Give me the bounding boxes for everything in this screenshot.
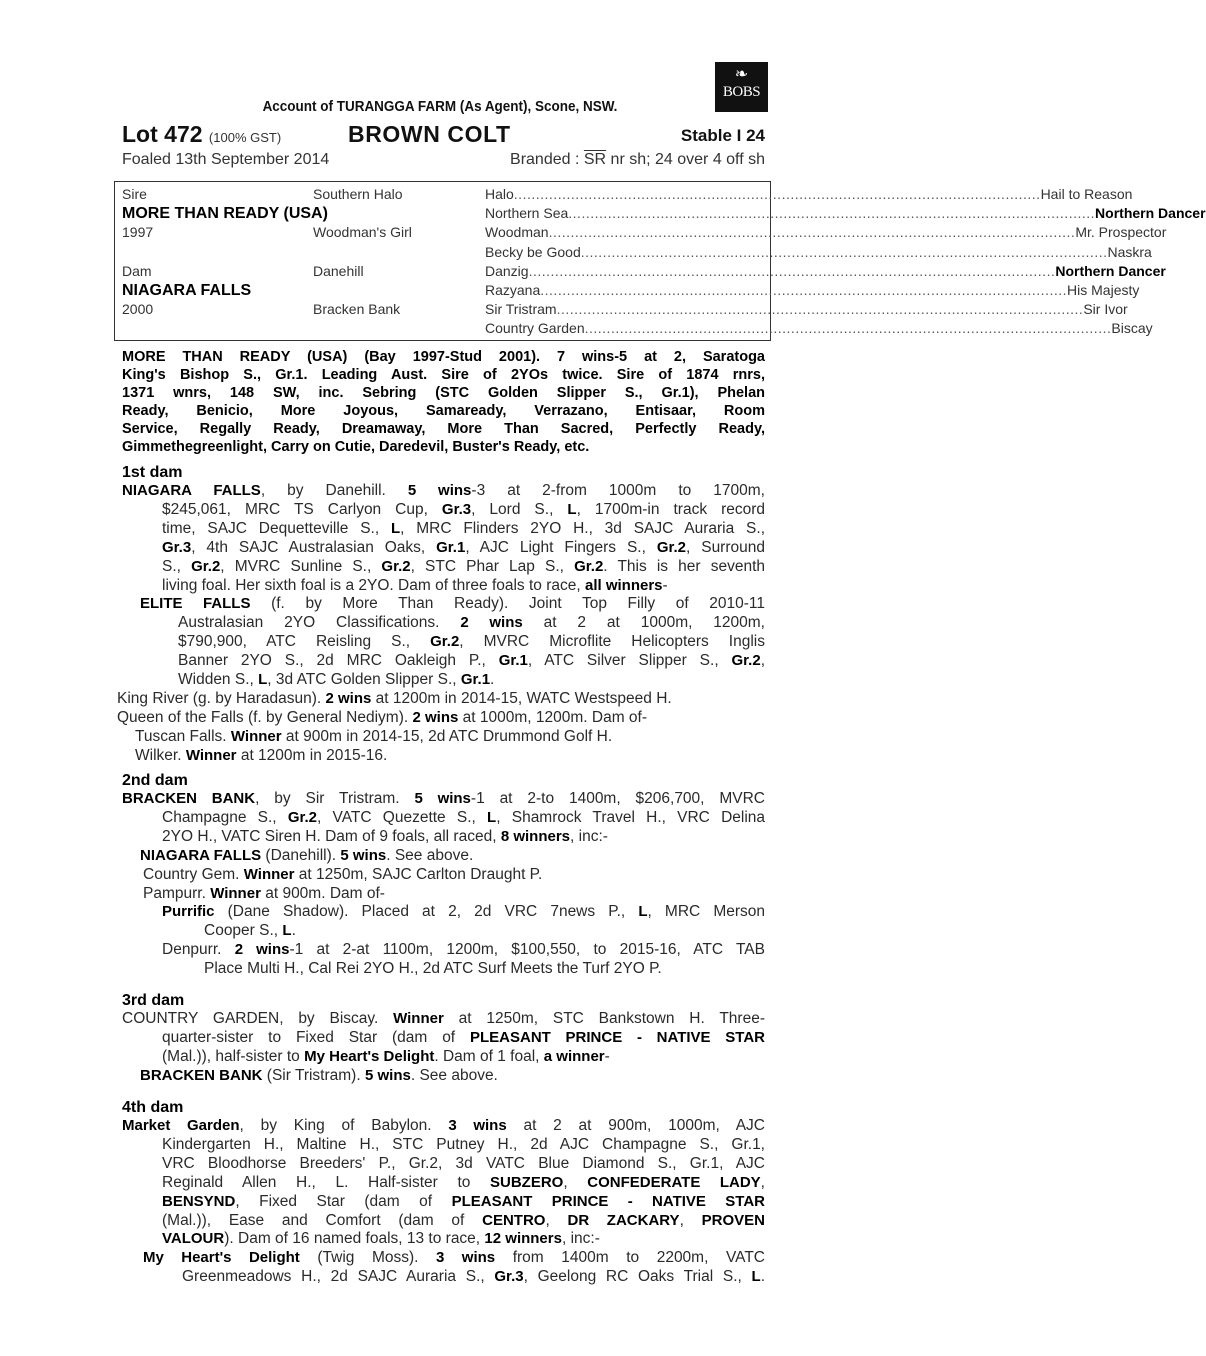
black-type-text: L — [567, 500, 577, 518]
dam-year: 2000 — [122, 301, 154, 317]
entry-line — [122, 1117, 765, 1136]
entry-text: . — [760, 1268, 766, 1286]
summary-line: King's Bishop S., Gr.1. Leading Aust. Sire of 2YOs twice. Sire of 1874 rnrs, — [122, 367, 765, 383]
entry-text: 2YO H., VATC Siren H. Dam of 9 foals, all raced, — [162, 827, 501, 845]
pedigree-entry — [0, 941, 765, 979]
black-type-text: 2 wins — [412, 708, 459, 726]
entry-text: - — [662, 576, 668, 594]
entry-text: , by Danehill. — [260, 482, 408, 499]
entry-text: , VATC Quezette S., — [317, 808, 488, 826]
sire-summary — [122, 348, 765, 456]
section-heading: 2nd dam — [122, 772, 188, 789]
entry-line — [143, 866, 765, 885]
entry-text: Banner 2YO S., 2d MRC Oakleigh P., — [178, 652, 499, 670]
entry-text: ). Dam of 16 named foals, 13 to race, — [224, 1230, 485, 1248]
entry-text: , — [760, 1173, 765, 1191]
entry-text: $790,900, ATC Reisling S., — [178, 633, 431, 651]
pedigree-table — [114, 181, 1206, 341]
racehorse-icon: ❧ — [734, 66, 749, 83]
black-type-text: Gr.2 — [656, 538, 687, 556]
section-4th-dam — [0, 1098, 765, 1287]
entry-line — [162, 501, 765, 520]
black-type-text: VALOUR — [162, 1230, 225, 1248]
pedigree-entry — [0, 482, 765, 595]
entry-text: , AJC Light Fingers S., — [465, 538, 657, 556]
entry-text: -1 at 2-to 1400m, $206,700, MVRC — [470, 790, 765, 807]
entry-line — [204, 922, 765, 941]
entry-line — [162, 520, 765, 539]
entry-text: , Fixed Star (dam of — [235, 1192, 452, 1210]
entry-text: Reginald Allen H., L. Half-sister to — [162, 1173, 490, 1191]
fourth-gen-sire: Sir Tristram — [485, 301, 557, 318]
black-type-text: 2 wins — [325, 689, 372, 707]
gst-note: (100% GST) — [208, 130, 282, 145]
entry-text: . See above. — [410, 1066, 498, 1084]
section-heading: 3rd dam — [122, 992, 185, 1009]
section-2nd-dam — [0, 771, 765, 979]
section-heading: 1st dam — [122, 464, 183, 481]
pedigree-row — [115, 319, 1153, 338]
stable-number: Stable I 24 — [680, 126, 765, 145]
black-type-text: BRACKEN BANK — [140, 1066, 263, 1084]
black-type-text: 8 winners — [500, 827, 571, 845]
black-type-text: Gr.2 — [430, 633, 460, 651]
pedigree-entry — [0, 595, 765, 690]
foaled-date: Foaled 13th September 2014 — [122, 151, 330, 168]
fourth-gen-sire: Danzig — [485, 262, 529, 279]
fourth-gen-sire: Halo — [485, 186, 514, 202]
entry-text: at 900m in 2014-15, 2d ATC Drummond Golf H. — [281, 727, 613, 745]
fourth-gen-grandsire: Naskra — [1107, 243, 1152, 260]
dot-leader: ........................................................................................................................ — [548, 224, 1076, 241]
summary-line: Gimmethegreenlight, Carry on Cutie, Daredevil, Buster's Ready, etc. — [122, 439, 590, 455]
dam-name: NIAGARA FALLS — [122, 282, 252, 299]
pedigree-entry — [0, 1067, 765, 1086]
pedigree-entry — [0, 790, 765, 847]
entry-line — [162, 577, 765, 596]
summary-line: Ready, Benicio, More Joyous, Samaready, Verrazano, Entisaar, Room — [122, 403, 765, 419]
entry-text: , inc:- — [561, 1230, 600, 1248]
entry-text: , — [563, 1173, 588, 1191]
entry-line — [162, 1048, 765, 1067]
entry-text: at 1000m, 1200m. Dam of- — [458, 708, 648, 726]
pedigree-entry — [0, 1010, 765, 1067]
black-type-text: a winner — [543, 1047, 605, 1065]
entry-line — [135, 728, 765, 747]
pedigree-entry — [0, 885, 765, 904]
vendor-line: Account of TURANGGA FARM (As Agent), Scone, NSW. — [262, 99, 618, 115]
black-type-text: BRACKEN BANK — [122, 790, 256, 807]
entry-text: , MRC Flinders 2YO H., 3d SAJC Auraria S., — [400, 519, 765, 537]
black-type-text: 5 wins — [414, 790, 471, 807]
colour-sex: BROWN COLT — [348, 121, 511, 147]
dam-dam: Bracken Bank — [313, 301, 401, 317]
entry-line — [162, 1230, 765, 1249]
sire-sire: Southern Halo — [313, 186, 403, 202]
pedigree-row — [115, 223, 1167, 242]
black-type-text: 2 wins — [234, 941, 290, 959]
fourth-gen-grandsire: Northern Dancer — [1055, 262, 1166, 279]
entry-line — [140, 1067, 765, 1086]
black-type-text: NIAGARA FALLS — [140, 846, 262, 864]
dot-leader: ........................................................................................................................ — [556, 301, 1084, 318]
entry-line — [162, 828, 765, 847]
black-type-text: L — [487, 808, 497, 826]
dot-leader: ........................................................................................................................ — [513, 186, 1041, 202]
entry-text: (Twig Moss). — [299, 1249, 437, 1267]
entry-text: , by King of Babylon. — [239, 1117, 449, 1134]
entry-line — [162, 1155, 765, 1174]
entry-line — [204, 960, 765, 979]
entry-line — [162, 941, 765, 960]
entry-text: Australasian 2YO Classifications. — [178, 614, 461, 632]
pedigree-entry — [0, 709, 765, 728]
black-type-text: Gr.2 — [191, 557, 221, 575]
entry-text: living foal. Her sixth foal is a 2YO. Dam of three foals to race, — [162, 576, 585, 594]
fourth-gen-grandsire: Hail to Reason — [1040, 186, 1133, 202]
pedigree-row — [115, 185, 1133, 204]
entry-text: at 2 at 900m, 1000m, AJC — [506, 1117, 765, 1134]
entry-line — [178, 614, 765, 633]
entry-line — [178, 633, 765, 652]
entry-text: COUNTRY GARDEN, by Biscay. — [122, 1010, 394, 1027]
black-type-text: Gr.3 — [494, 1268, 524, 1286]
entry-text: , ATC Silver Slipper S., — [527, 652, 732, 670]
entry-line — [135, 747, 765, 766]
entry-text: , — [679, 1211, 702, 1229]
pedigree-entry — [0, 866, 765, 885]
entry-line — [162, 1193, 765, 1212]
black-type-text: 3 wins — [448, 1117, 507, 1134]
summary-line: 1371 wnrs, 148 SW, inc. Sebring (STC Golden Slipper S., Gr.1), Phelan — [122, 385, 765, 401]
fourth-gen-sire: Country Garden — [485, 320, 585, 337]
fourth-gen-pair — [485, 319, 1153, 338]
entry-line — [162, 903, 765, 922]
black-type-text: BENSYND — [162, 1192, 236, 1210]
entry-text: , MVRC Microflite Helicopters Inglis — [459, 633, 765, 651]
entry-text: (Danehill). — [261, 846, 341, 864]
fourth-gen-pair — [485, 300, 1128, 319]
entry-line — [117, 709, 765, 728]
entry-text: , STC Phar Lap S., — [410, 557, 575, 575]
entry-text: . Dam of 1 foal, — [434, 1047, 544, 1065]
dot-leader: ........................................................................................................................ — [580, 243, 1108, 260]
entry-text: Cooper S., — [204, 922, 283, 940]
dot-leader: ........................................................................................................................ — [528, 262, 1056, 279]
entry-text: at 1250m, STC Bankstown H. Three- — [443, 1010, 765, 1027]
black-type-text: L — [282, 922, 292, 940]
black-type-text: SUBZERO — [490, 1173, 564, 1191]
black-type-text: Market Garden — [122, 1117, 240, 1134]
entry-text: Pampurr. — [143, 884, 211, 902]
entry-text: . — [490, 671, 495, 689]
fourth-gen-grandsire: Northern Dancer — [1095, 205, 1206, 222]
pedigree-entry — [0, 903, 765, 941]
entry-text: Wilker. — [135, 746, 186, 764]
entry-text: at 2 at 1000m, 1200m, — [522, 614, 765, 632]
black-type-text: Gr.1 — [436, 538, 466, 556]
entry-text: , — [760, 652, 765, 670]
entry-text: , MRC Merson — [647, 903, 765, 921]
entry-text: , Surround — [686, 538, 765, 556]
entry-text: (Mal.)), half-sister to — [162, 1047, 305, 1065]
fourth-gen-pair — [485, 185, 1133, 204]
dot-leader: ........................................................................................................................ — [584, 320, 1112, 337]
entry-line — [143, 885, 765, 904]
entry-text: from 1400m to 2200m, VATC — [495, 1249, 765, 1267]
entry-line — [122, 1010, 765, 1029]
entry-line — [122, 482, 765, 501]
entry-text: at 1200m in 2014-15, WATC Westspeed H. — [371, 689, 672, 707]
sire-label: Sire — [122, 186, 147, 202]
entry-text: (f. by More Than Ready). Joint Top Filly of 2010-11 — [250, 595, 765, 613]
pedigree-entry — [0, 1249, 765, 1287]
fourth-gen-pair — [485, 243, 1152, 262]
entry-text: King River (g. by Haradasun). — [117, 689, 326, 707]
entry-line — [182, 1268, 765, 1287]
entry-line — [178, 652, 765, 671]
black-type-text: CONFEDERATE LADY — [587, 1173, 761, 1191]
fourth-gen-pair — [485, 262, 1166, 281]
black-type-text: Purrific — [162, 903, 215, 921]
black-type-text: 5 wins — [407, 482, 472, 499]
pedigree-row — [115, 243, 1152, 262]
black-type-text: 12 winners — [484, 1230, 562, 1248]
entry-line — [122, 790, 765, 809]
black-type-text: PLEASANT PRINCE - NATIVE STAR — [451, 1192, 765, 1210]
fourth-gen-sire: Razyana — [485, 282, 541, 298]
entry-line — [178, 671, 765, 690]
entry-text: at 900m. Dam of- — [260, 884, 385, 902]
entry-text: Denpurr. — [162, 941, 235, 959]
entry-text: Place Multi H., Cal Rei 2YO H., 2d ATC Surf Meets the Turf 2YO P. — [204, 960, 662, 978]
brand-description — [510, 151, 765, 169]
entry-text: . This is her seventh — [603, 557, 766, 575]
entry-text: , by Sir Tristram. — [255, 790, 415, 807]
entry-text: $245,061, MRC TS Carlyon Cup, — [162, 500, 442, 518]
entry-text: , 4th SAJC Australasian Oaks, — [191, 538, 437, 556]
entry-text: - — [604, 1047, 610, 1065]
pedigree-entry — [0, 690, 765, 709]
entry-line — [162, 558, 765, 577]
summary-line: MORE THAN READY (USA) (Bay 1997-Stud 2001). 7 wins-5 at 2, Saratoga — [122, 349, 765, 365]
black-type-text: L — [258, 671, 268, 689]
black-type-text: 2 wins — [460, 614, 523, 632]
pedigree-entry — [0, 728, 765, 747]
entry-line — [117, 690, 765, 709]
sire-name: MORE THAN READY (USA) — [122, 205, 328, 222]
fourth-gen-sire: Northern Sea — [485, 205, 569, 222]
dam-label: Dam — [122, 263, 152, 279]
logo-text: BOBS — [722, 84, 761, 100]
entry-text: quarter-sister to Fixed Star (dam of — [162, 1028, 470, 1046]
entry-text: . — [291, 922, 296, 940]
pedigree-row — [115, 204, 1206, 223]
entry-text: . See above. — [386, 846, 474, 864]
entry-line — [143, 1249, 765, 1268]
fourth-gen-pair — [485, 223, 1167, 242]
entry-text: Widden S., — [178, 671, 259, 689]
entry-text: (Mal.)), Ease and Comfort (dam of — [162, 1211, 483, 1229]
entry-text: Greenmeadows H., 2d SAJC Auraria S., — [182, 1268, 495, 1286]
sire-dam: Woodman's Girl — [313, 224, 412, 240]
black-type-text: Winner — [243, 865, 295, 883]
pedigree-entry — [0, 1117, 765, 1249]
entry-line — [162, 1212, 765, 1231]
entry-text: , — [545, 1211, 568, 1229]
section-1st-dam — [0, 463, 765, 766]
black-type-text: ELITE FALLS — [140, 595, 251, 613]
black-type-text: Winner — [185, 746, 237, 764]
fourth-gen-grandsire: His Majesty — [1067, 282, 1140, 298]
black-type-text: L — [638, 903, 648, 921]
black-type-text: L — [751, 1268, 761, 1286]
fourth-gen-grandsire: Biscay — [1111, 320, 1153, 337]
entry-text: S., — [162, 557, 192, 575]
entry-text: at 1250m, SAJC Carlton Draught P. — [294, 865, 543, 883]
fourth-gen-sire: Woodman — [485, 224, 549, 241]
pedigree-entry — [0, 747, 765, 766]
entry-text: Tuscan Falls. — [135, 727, 231, 745]
brand-mark: $\overline{SR}$ — [583, 151, 607, 168]
black-type-text: L — [390, 519, 401, 537]
section-3rd-dam — [0, 991, 765, 1086]
black-type-text: all winners — [585, 576, 663, 594]
entry-line — [162, 1174, 765, 1193]
lot-number — [122, 121, 281, 148]
entry-line — [162, 1029, 765, 1048]
black-type-text: CENTRO — [482, 1211, 546, 1229]
black-type-text: Gr.2 — [381, 557, 411, 575]
black-type-text: 5 wins — [364, 1066, 411, 1084]
black-type-text: Gr.1 — [498, 652, 528, 670]
sire-year: 1997 — [122, 224, 154, 240]
fourth-gen-grandsire: Mr. Prospector — [1075, 224, 1167, 241]
entry-text: (Dane Shadow). Placed at 2, 2d VRC 7news P., — [214, 903, 639, 921]
lot-label: Lot 472 — [122, 121, 203, 147]
fourth-gen-grandsire: Sir Ivor — [1083, 301, 1128, 318]
pedigree-row — [115, 300, 1128, 319]
black-type-text: Winner — [210, 884, 261, 902]
entry-text: , Shamrock Travel H., VRC Delina — [496, 808, 766, 826]
pedigree-entry — [0, 847, 765, 866]
entry-line — [140, 847, 765, 866]
dot-leader: ........................................................................................................................ — [568, 205, 1096, 222]
entry-text: (Sir Tristram). — [262, 1066, 365, 1084]
black-type-text: NIAGARA FALLS — [122, 482, 261, 499]
entry-text: Country Gem. — [143, 865, 244, 883]
brand-prefix: Branded : — [510, 151, 584, 168]
fourth-gen-sire: Becky be Good — [485, 243, 581, 260]
black-type-text: 3 wins — [436, 1249, 496, 1267]
entry-text: , MVRC Sunline S., — [220, 557, 382, 575]
entry-text: at 1200m in 2015-16. — [236, 746, 388, 764]
entry-line — [162, 1136, 765, 1155]
black-type-text: Winner — [230, 727, 282, 745]
entry-text: time, SAJC Dequetteville S., — [162, 519, 391, 537]
black-type-text: Gr.3 — [162, 538, 192, 556]
dot-leader: ........................................................................................................................ — [540, 282, 1068, 298]
pedigree-row — [115, 262, 1166, 281]
black-type-text: Gr.2 — [574, 557, 604, 575]
entry-text: -1 at 2-at 1100m, 1200m, $100,550, to 2015-16, ATC TAB — [289, 941, 765, 959]
entry-text: Champagne S., — [162, 808, 288, 826]
black-type-text: Gr.2 — [731, 652, 761, 670]
black-type-text: Gr.2 — [287, 808, 318, 826]
fourth-gen-pair — [485, 204, 1206, 223]
section-heading: 4th dam — [122, 1099, 184, 1116]
entry-text: Kindergarten H., Maltine H., STC Putney H., 2d AJC Champagne S., Gr.1, — [162, 1135, 765, 1153]
summary-line: Service, Regally Ready, Dreamaway, More Than Sacred, Perfectly Ready, — [122, 421, 765, 437]
entry-line — [162, 539, 765, 558]
black-type-text: 5 wins — [340, 846, 387, 864]
pedigree-row — [115, 281, 1140, 300]
entry-text: , 1700m-in track record — [576, 500, 766, 518]
fourth-gen-pair — [485, 281, 1140, 300]
entry-line — [140, 595, 765, 614]
brand-suffix: nr sh; 24 over 4 off sh — [606, 151, 765, 168]
black-type-text: Gr.1 — [460, 671, 491, 689]
black-type-text: PROVEN — [701, 1211, 765, 1229]
entry-line — [162, 809, 765, 828]
black-type-text: PLEASANT PRINCE - NATIVE STAR — [469, 1028, 765, 1046]
entry-text: Queen of the Falls (f. by General Nediym). — [117, 708, 413, 726]
entry-text: , 3d ATC Golden Slipper S., — [267, 671, 461, 689]
black-type-text: My Heart's Delight — [304, 1047, 435, 1065]
black-type-text: Gr.3 — [441, 500, 472, 518]
entry-text: , inc:- — [570, 827, 608, 845]
entry-text: , Geelong RC Oaks Trial S., — [523, 1268, 752, 1286]
dam-sire: Danehill — [313, 263, 364, 279]
entry-text: VRC Bloodhorse Breeders' P., Gr.2, 3d VATC Blue Diamond S., Gr.1, AJC — [162, 1154, 765, 1172]
black-type-text: My Heart's Delight — [143, 1249, 300, 1267]
black-type-text: DR ZACKARY — [567, 1211, 680, 1229]
entry-text: -3 at 2-from 1000m to 1700m, — [471, 482, 765, 499]
entry-text: , Lord S., — [471, 500, 568, 518]
black-type-text: Winner — [393, 1010, 444, 1027]
